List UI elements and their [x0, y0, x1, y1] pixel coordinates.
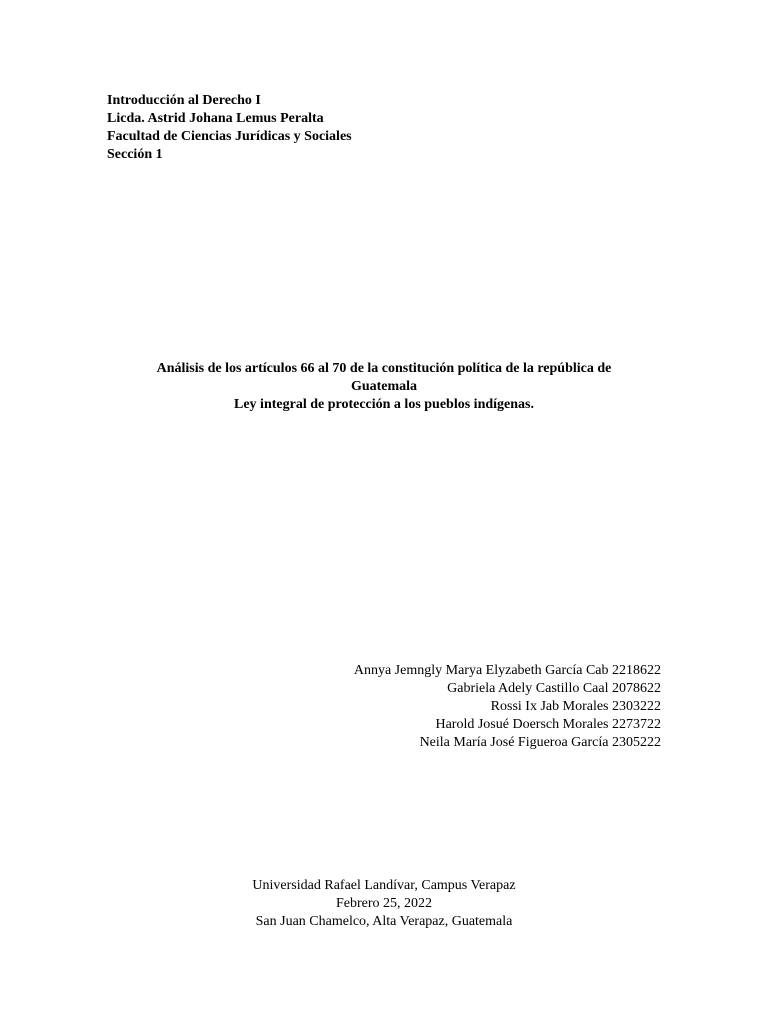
location: San Juan Chamelco, Alta Verapaz, Guatemala [255, 914, 513, 929]
document-title [107, 360, 661, 414]
authors-list [354, 662, 661, 752]
author-entry: Neila María José Figueroa García 2305222 [419, 735, 661, 750]
instructor-name: Licda. Astrid Johana Lemus Peralta [107, 111, 324, 126]
author-entry: Gabriela Adely Castillo Caal 2078622 [447, 681, 661, 696]
cover-header [107, 92, 352, 164]
faculty-name: Facultad de Ciencias Jurídicas y Sociales [107, 129, 352, 144]
author-entry: Rossi Ix Jab Morales 2303222 [490, 699, 661, 714]
title-line-3: Ley integral de protección a los pueblos indígenas. [234, 397, 534, 412]
author-entry: Annya Jemngly Marya Elyzabeth García Cab 2218622 [353, 663, 661, 678]
university-campus: Universidad Rafael Landívar, Campus Verapaz [252, 878, 516, 893]
cover-footer [200, 877, 568, 931]
title-line-1: Análisis de los artículos 66 al 70 de la constitución política de la república de [156, 361, 612, 376]
author-entry: Harold Josué Doersch Morales 2273722 [435, 717, 661, 732]
submission-date: Febrero 25, 2022 [335, 896, 433, 911]
section-label: Sección 1 [107, 147, 163, 162]
course-name: Introducción al Derecho I [107, 93, 261, 108]
title-line-2: Guatemala [350, 379, 418, 394]
